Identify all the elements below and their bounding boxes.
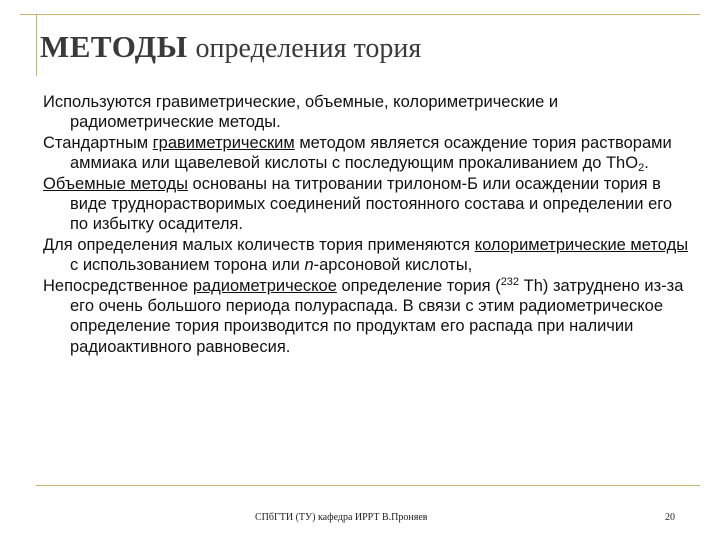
gravimetric-term: гравиметрическим <box>152 133 295 152</box>
paragraph-colorimetric <box>43 235 693 276</box>
slide-body <box>43 92 693 357</box>
slide-title-bold: МЕТОДЫ <box>40 29 188 64</box>
bottom-rule <box>36 485 700 486</box>
gravimetric-text-end: . <box>644 154 649 173</box>
colorimetric-text-middle: с использованием торона или <box>70 256 305 275</box>
paragraph-methods-overview: Используются гравиметрические, объемные, колориметрические и радиометрические методы. <box>43 93 559 132</box>
radiometric-term: радиометрическое <box>192 276 337 295</box>
footer-text: СПбГТИ (ТУ) кафедра ИРРТ В.Проняев <box>255 512 428 523</box>
volumetric-text-after: основаны на титровании трилоном-Б или осаждении тория в виде труднорастворимых соединений постоянного состава и определении его по избытку осадителя. <box>70 174 673 234</box>
slide-title <box>40 28 421 65</box>
tho2-subscript: 2 <box>638 162 645 175</box>
radiometric-text-after: Th) затруднено из-за его очень большого периода полураспада. В связи с этим радиометрическое определение тория производится по продуктам его распада при наличии радиоактивного равновесия. <box>70 276 684 356</box>
gravimetric-text-after: методом является осаждение тория растворами аммиака или щавелевой кислоты с последующим прокаливанием до ThO <box>70 133 672 173</box>
isotope-superscript: 232 <box>500 275 520 288</box>
paragraph-volumetric <box>43 174 693 235</box>
paragraph-radiometric <box>43 276 693 358</box>
radiometric-text-middle: определение тория ( <box>336 276 501 295</box>
page-number: 20 <box>665 512 675 523</box>
colorimetric-term: колориметрические методы <box>474 235 689 254</box>
gravimetric-text-before: Стандартным <box>43 133 153 152</box>
title-side-rule <box>36 14 37 76</box>
colorimetric-text-after: -арсоновой кислоты, <box>313 256 473 275</box>
radiometric-text-before: Непосредственное <box>43 276 193 295</box>
slide-title-rest: определения тория <box>195 33 422 64</box>
colorimetric-italic-n: n <box>304 256 314 275</box>
top-rule <box>20 14 700 15</box>
volumetric-term: Объемные методы <box>43 174 188 193</box>
paragraph-gravimetric <box>43 133 693 174</box>
colorimetric-text-before: Для определения малых количеств тория применяются <box>43 235 475 254</box>
